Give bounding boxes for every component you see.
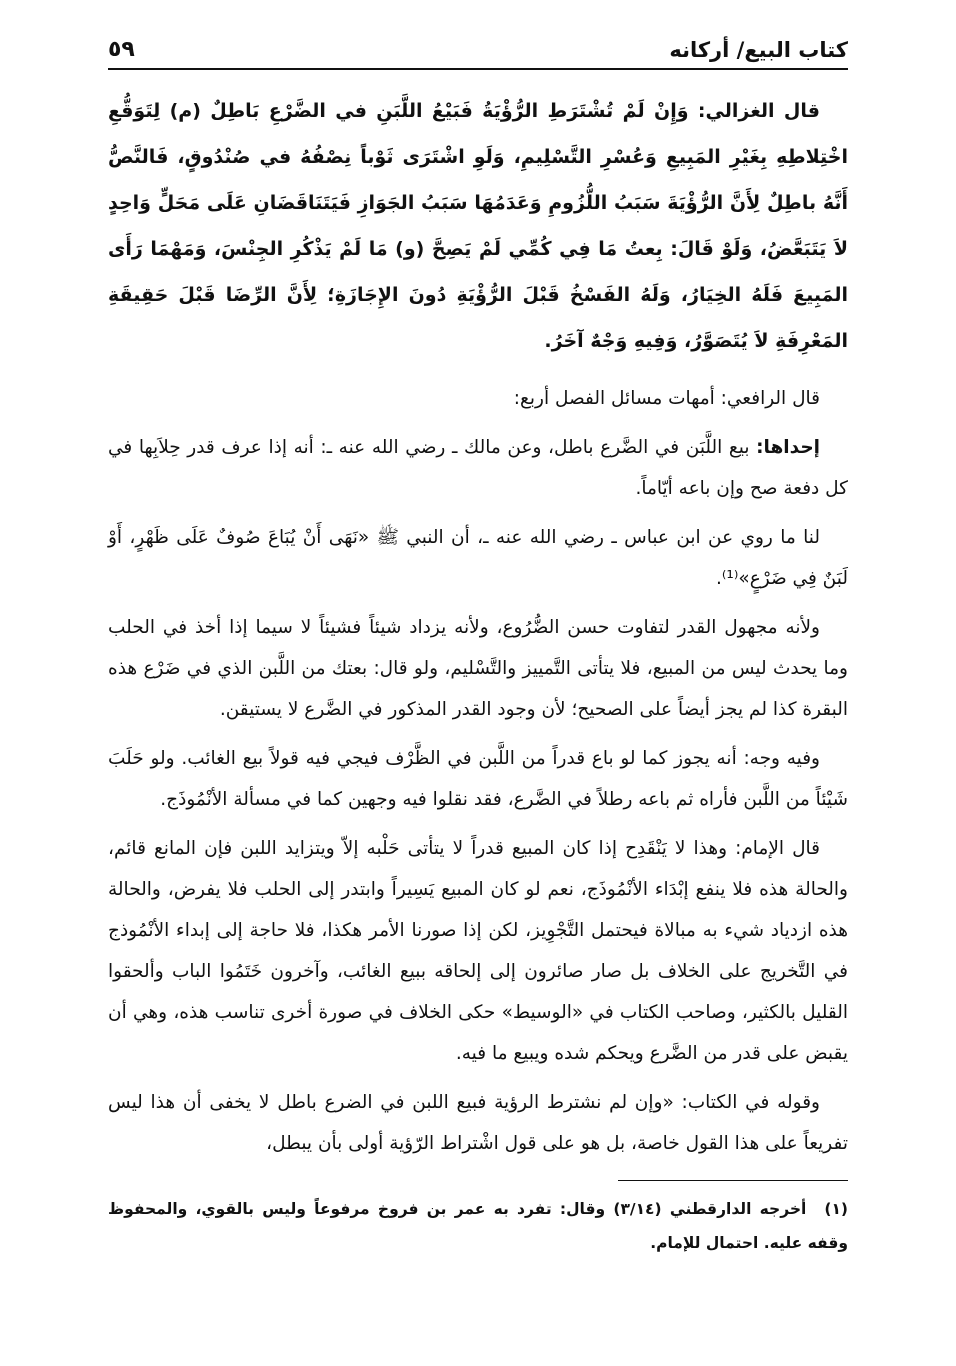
sharh-paragraph xyxy=(108,607,848,730)
main-text xyxy=(108,88,848,1172)
paragraph-text: لنا ما روي عن ابن عباس ـ رضي الله عنه ـ، أن النبي ﷺ «نَهَى أَنْ يُبَاعَ صُوفٌ عَلَى ظَهْرٍ، أَوْ لَبَنٌ فِي ضَرْعٍ»⁽¹⁾. xyxy=(108,527,848,589)
footnote-divider xyxy=(618,1180,848,1181)
sharh-paragraph xyxy=(108,1082,848,1164)
page-number: ٥٩ xyxy=(108,37,135,62)
paragraph-text: قال الإمام: وهذا لا يَنْقَدِح إذا كان المبيع قدراً لا يتأتى حَلْبه إلاّ ويتزايد اللبن فإن المانع قائم، والحالة هذه فلا ينفع إبْدَاء الأنْمُوذَج، نعم لو كان المبيع يَسِيراً وابتدر إلى الحلب فلا يفرض، والحالة هذه ازدياد شيء به مبالاة فيحتمل التَّجْوِيز، لكن إذا صورنا الأمر هكذا، فلا حاجة إلى إبداء الأنْمُوذج في التَّخريج على الخلاف بل صار صائرون إلى إلحاقه ببيع الغائب، وآخرون خَتَمُوا الباب وألحقوا القليل بالكثير، وصاحب الكتاب في «الوسيط» حكى الخلاف في صورة أخرى تناسب هذه، وهي أن يقبض على قدر من الضَّرع ويحكم شده ويبيع ما فيه. xyxy=(108,838,848,1064)
paragraph-text: وفيه وجه: أنه يجوز كما لو باع قدراً من اللَّبن في الظَّرْف فيجي فيه قولاً بيع الغائب. ولو حَلَبَ شَيْئاً من اللَّبن فأراه ثم باعه رطلاً في الضَّرع، فقد نقلوا فيه وجهين كما في مسألة الأنْمُوذَج. xyxy=(108,748,848,810)
paragraph-text: ولأنه مجهول القدر لتفاوت حسن الضُّرُوع، ولأنه يزداد شيئاً فشيئاً لا سيما إذا أخذ في الحلب وما يحدث ليس من المبيع، فلا يتأتى التَّمييز والتَّسْليم، ولو قال: بعتك من اللَّبن الذي في ضَرْع هذه البقرة كذا لم يجز أيضاً على الصحيح؛ لأن وجود القدر المذكور في الضَّرع لا يستيقن. xyxy=(108,617,848,720)
sharh-paragraph xyxy=(108,828,848,1074)
running-title: كتاب البيع/ أركانه xyxy=(669,38,848,62)
footnote-text: أخرجه الدارقطني (٣/١٤) وقال: تفرد به عمر بن فروخ مرفوعاً وليس بالقوي، والمحفوظ وقفه عليه. احتمال للإمام. xyxy=(108,1200,848,1252)
paragraph-text: بيع اللَّبَن في الضَّرع باطل، وعن مالك ـ رضي الله عنه ـ: أنه إذا عرف قدر حِلاَبِها في كل دفعة صح وإن باعه أيّاماً. xyxy=(108,437,848,499)
paragraph-text: وقوله في الكتاب: «وإن لم نشترط الرؤية فبيع اللبن في الضرع باطل لا يخفى أن هذا ليس تفريعاً على هذا القول خاصة، بل هو على قول اشْتراط الرّؤية أولى بأن يبطل، xyxy=(108,1092,848,1154)
sharh-paragraph xyxy=(108,738,848,820)
sharh-paragraph xyxy=(108,378,848,419)
footnote-marker: (١) xyxy=(824,1200,848,1218)
matn-paragraph xyxy=(108,88,848,364)
sharh-paragraph xyxy=(108,517,848,599)
footnote xyxy=(108,1192,848,1260)
page-header xyxy=(108,22,848,70)
sharh-paragraph xyxy=(108,427,848,509)
paragraph-text: قال الغزالي: وَإِنْ لَمْ تُشْتَرَطِ الرُّؤْيَةُ فَبَيْعُ اللَّبَنِ في الضَّرْعِ بَاطِلٌ (م) لِتَوَقُّعِ اخْتِلاطِهِ بِغَيْرِ المَبِيعِ وَعُسْرِ التَّسْلِيمِ، وَلَوِ اشْتَرَى ثَوْباً نِصْفُهُ في صُنْدُوقٍ، فَالنَّصُّ أَنَّهُ باطِلٌ لِأَنَّ الرُّؤْيَةَ سَبَبُ اللُّزُومِ وَعَدَمُهَا سَبَبُ الجَوَازِ فَيَتَنَاقَضَانِ عَلَى مَحَلٍّ وَاحِدٍ لاَ يَتَبَعَّضُ، وَلَوْ قَالَ: بِعتُ مَا فِي كُمِّي لَمْ يَصِحَّ (و) مَا لَمْ يَذْكُرِ الجِنْسَ، وَمَهْمَا رَأَى المَبِيعَ فَلَهُ الخِيَارُ، وَلَهُ الفَسْخُ قَبْلَ الرُّؤْيَةِ دُونَ الإِجَازَةِ؛ لِأَنَّ الرِّضَا قَبْلَ حَقِيقَةِ المَعْرِفَةِ لاَ يُتَصَوَّرُ، وَفِيهِ وَجْهٌ آخَرُ. xyxy=(108,100,848,352)
paragraph-lead: إحداها: xyxy=(756,437,820,458)
paragraph-text: قال الرافعي: أمهات مسائل الفصل أربع: xyxy=(513,388,820,409)
